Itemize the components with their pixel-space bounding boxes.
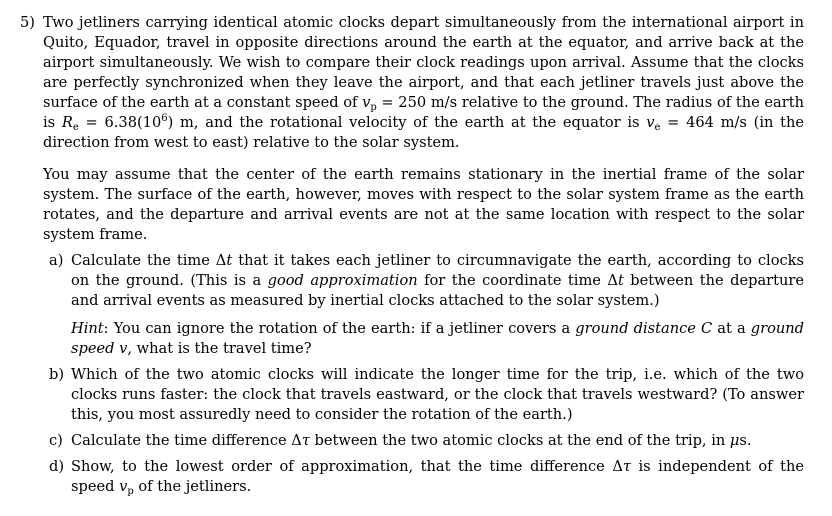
text-run: v — [646, 114, 655, 131]
text-run: R — [61, 114, 73, 131]
text-run: good approximation — [267, 272, 418, 289]
text-run: 6 — [161, 113, 168, 124]
part-c-text — [71, 431, 804, 451]
text-run: Hint — [71, 320, 104, 337]
problem-assumption-paragraph — [43, 165, 804, 245]
text-run: is independent of the speed — [71, 458, 804, 495]
text-run: : You can ignore the rotation of the earth: if a jetliner covers a — [103, 320, 576, 337]
problem-intro-paragraph — [43, 13, 804, 153]
text-run: of the jetliners. — [133, 478, 252, 495]
text-run: between the departure and arrival events as measured by inertial clocks attached to the solar system.) — [71, 272, 804, 309]
part-c-label: c) — [49, 432, 63, 449]
text-run: ground distance C — [575, 320, 713, 337]
part-b — [43, 365, 804, 425]
text-run: = 6.38(10 — [78, 114, 162, 131]
text-run: τ — [622, 458, 631, 475]
text-run: t — [617, 272, 624, 289]
text-run: Which of the two atomic clocks will indicate the longer time for the trip, i.e. which of the two clocks runs faster: the clock that travels eastward, or the clock that travels westward? (To answer this, you most assuredly need to consider the rotation of the earth.) — [71, 366, 804, 423]
part-d-text — [71, 457, 804, 497]
text-run: You may assume that the center of the earth remains stationary in the inertial frame of the solar system. The surface of the earth, however, moves with respect to the solar system frame as the earth rotates, and the departure and arrival events are not at the same location with respect to the solar system frame. — [43, 166, 804, 243]
text-run: e — [654, 122, 661, 133]
problem-5 — [20, 13, 804, 497]
text-run: ground speed v — [71, 320, 805, 357]
problem-parts-list — [43, 251, 804, 497]
text-run: = 464 m/s (in the direction from west to east) relative to the solar system. — [43, 114, 805, 151]
text-run: at a — [712, 320, 751, 337]
text-run: p — [370, 102, 377, 113]
part-d — [43, 457, 804, 497]
text-run: = 250 m/s relative to the ground. The radius of the earth is — [43, 94, 804, 131]
text-run: s. — [739, 432, 752, 449]
text-run: e — [72, 122, 79, 133]
part-a — [43, 251, 804, 359]
text-run: t — [226, 252, 233, 269]
problem-number: 5) — [20, 14, 35, 31]
text-run: for the coordinate time Δ — [417, 272, 618, 289]
text-run: μ — [729, 432, 740, 449]
text-run: Show, to the lowest order of approximation, that the time difference Δ — [71, 458, 623, 475]
part-b-label: b) — [49, 366, 65, 383]
part-d-label: d) — [49, 458, 65, 475]
part-a-hint — [71, 319, 804, 359]
part-a-text — [71, 251, 804, 311]
text-run: , what is the travel time? — [127, 340, 312, 357]
text-run: v — [119, 478, 128, 495]
problem-body — [43, 13, 804, 497]
text-run: p — [127, 486, 134, 497]
text-run: Two jetliners carrying identical atomic clocks depart simultaneously from the international airport in Quito, Equador, travel in opposite directions around the earth at the equator, and arrive back at the airport simultaneously. We wish to compare their clock readings upon arrival. Assume that the clocks are perfectly synchronized when they leave the airport, and that each jetliner travels just above the surface of the earth at a constant speed of — [43, 14, 804, 111]
text-run: τ — [301, 432, 310, 449]
part-a-label: a) — [49, 252, 64, 269]
text-run: that it takes each jetliner to circumnavigate the earth, according to clocks on the ground. (This is a — [71, 252, 804, 289]
part-b-text — [71, 365, 804, 425]
text-run: Calculate the time Δ — [71, 252, 227, 269]
text-run: ) m, and the rotational velocity of the earth at the equator is — [167, 114, 647, 131]
text-run: between the two atomic clocks at the end of the trip, in — [309, 432, 730, 449]
part-c — [43, 431, 804, 451]
text-run: v — [362, 94, 371, 111]
text-run: Calculate the time difference Δ — [71, 432, 302, 449]
